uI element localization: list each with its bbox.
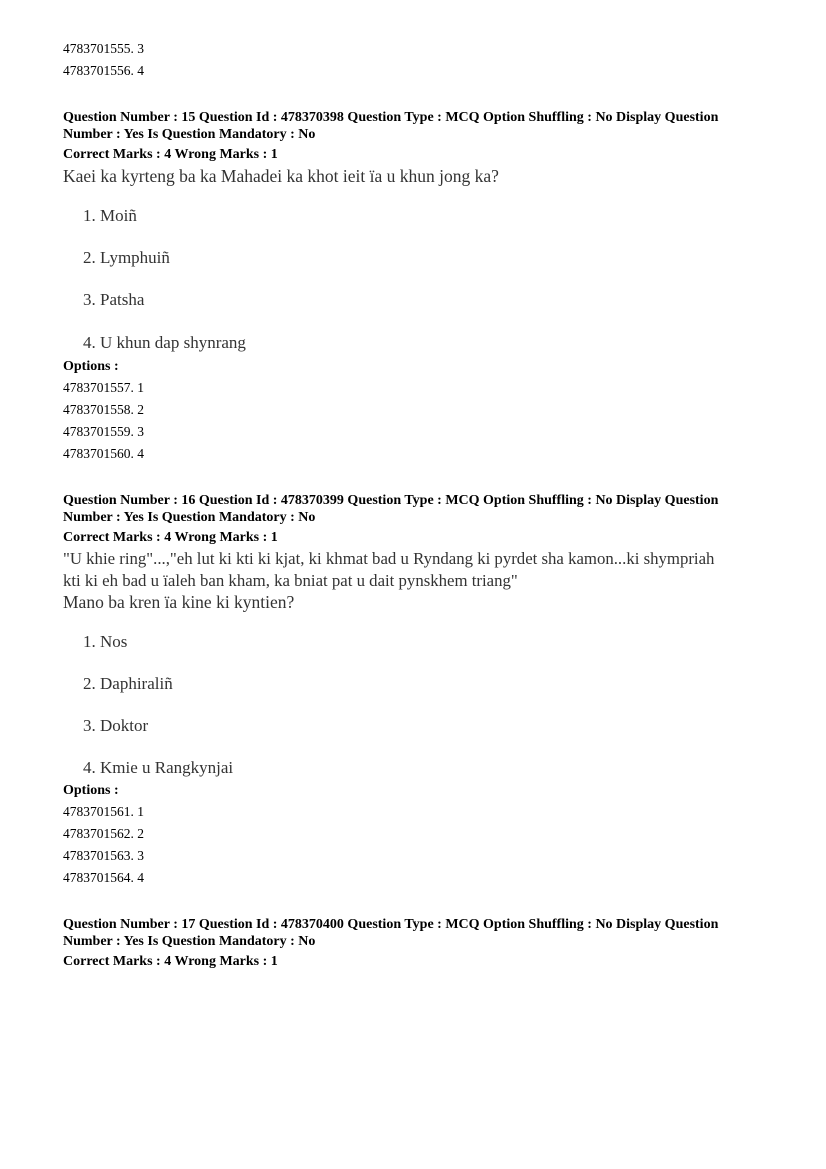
choice-4: 4. U khun dap shynrang — [83, 333, 246, 352]
choice-2: 2. Daphiraliñ — [83, 674, 173, 693]
question-meta-line2: Number : Yes Is Question Mandatory : No — [63, 934, 316, 949]
question-meta-line1: Question Number : 16 Question Id : 478370399 Question Type : MCQ Option Shuffling : No Display Question — [63, 493, 719, 508]
option-line: 4783701561. 1 — [63, 804, 144, 819]
question-text-line1: "U khie ring"...,"eh lut ki kti ki kjat, ki khmat bad u Ryndang ki pyrdet sha kamon...ki shympriah — [63, 549, 715, 568]
choice-1: 1. Moiñ — [83, 206, 137, 225]
option-line: 4783701563. 3 — [63, 848, 144, 863]
question-text: Kaei ka kyrteng ba ka Mahadei ka khot ieit ïa u khun jong ka? — [63, 166, 499, 186]
option-line: 4783701559. 3 — [63, 424, 144, 439]
option-line: 4783701562. 2 — [63, 826, 144, 841]
question-marks: Correct Marks : 4 Wrong Marks : 1 — [63, 147, 278, 162]
choice-1: 1. Nos — [83, 632, 128, 651]
question-meta-line1: Question Number : 15 Question Id : 478370398 Question Type : MCQ Option Shuffling : No Display Question — [63, 110, 719, 125]
option-line: 4783701555. 3 — [63, 41, 144, 56]
question-meta-line2: Number : Yes Is Question Mandatory : No — [63, 510, 316, 525]
option-line: 4783701564. 4 — [63, 870, 144, 885]
question-marks: Correct Marks : 4 Wrong Marks : 1 — [63, 954, 278, 969]
options-label: Options : — [63, 783, 119, 798]
option-line: 4783701558. 2 — [63, 402, 144, 417]
question-text-line3: Mano ba kren ïa kine ki kyntien? — [63, 592, 295, 612]
options-label: Options : — [63, 359, 119, 374]
option-line: 4783701556. 4 — [63, 63, 144, 78]
choice-4: 4. Kmie u Rangkynjai — [83, 758, 234, 777]
choice-3: 3. Patsha — [83, 290, 145, 309]
question-meta-line2: Number : Yes Is Question Mandatory : No — [63, 127, 316, 142]
question-text-line2: kti ki eh bad u ïaleh ban kham, ka bniat pat u dait pynskhem triang" — [63, 571, 518, 590]
option-line: 4783701557. 1 — [63, 380, 144, 395]
choice-2: 2. Lymphuiñ — [83, 248, 170, 267]
question-marks: Correct Marks : 4 Wrong Marks : 1 — [63, 530, 278, 545]
question-meta-line1: Question Number : 17 Question Id : 478370400 Question Type : MCQ Option Shuffling : No Display Question — [63, 917, 719, 932]
option-line: 4783701560. 4 — [63, 446, 144, 461]
choice-3: 3. Doktor — [83, 716, 149, 735]
